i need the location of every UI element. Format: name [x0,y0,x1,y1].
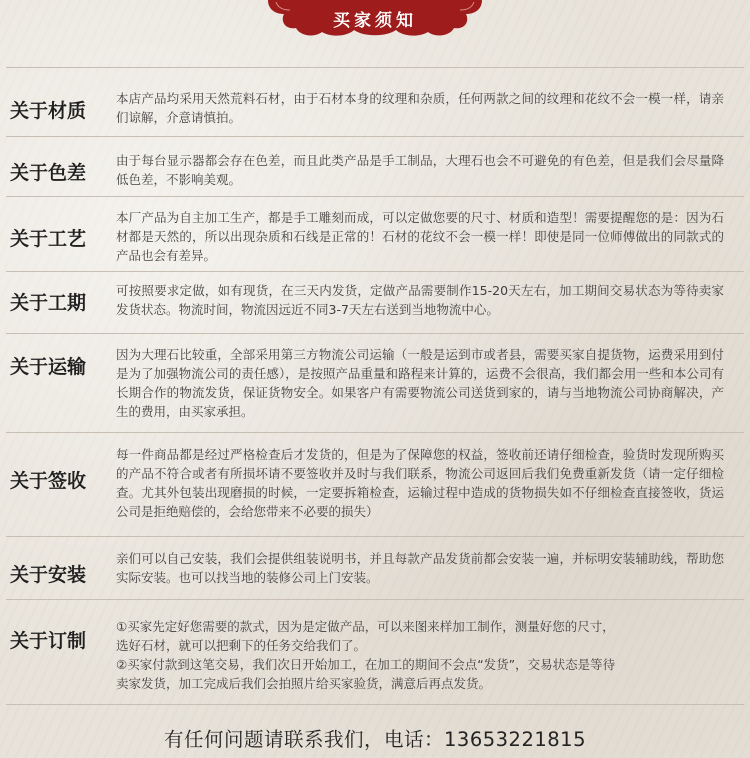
contact-phone-line: 有任何问题请联系我们，电话：13653221815 [164,728,586,751]
section-divider [6,136,744,137]
section-label-lead-time: 关于工期 [10,292,87,314]
section-divider [6,196,744,197]
section-label-signing: 关于签收 [10,470,87,492]
section-divider [6,67,744,68]
section-text-lead-time: 可按照要求定做，如有现货，在三天内发货，定做产品需要制作15-20天左右，加工期间交易状态为等待卖家发货状态。物流时间，物流因远近不同3-7天左右送到当地物流中心。 [116,283,724,317]
section-divider [6,432,744,433]
custom-order-line: 选好石材，就可以把剩下的任务交给我们了。 [116,638,367,653]
section-divider [6,704,744,705]
section-label-custom-order: 关于订制 [10,630,87,652]
section-text-craft: 本厂产品为自主加工生产，都是手工雕刻而成，可以定做您要的尺寸、材质和造型！需要提醒您的是：因为石材都是天然的，所以出现杂质和石线是正常的！石材的花纹不会一模一样！即使是同一位师傅做出的同款式的产品也会有差异。 [116,210,724,263]
section-divider [6,271,744,272]
section-text-color-difference: 由于每台显示器都会存在色差，而且此类产品是手工制品，大理石也会不可避免的有色差，但是我们会尽量降低色差，不影响美观。 [116,153,724,187]
section-label-color-difference: 关于色差 [10,162,87,184]
section-divider [6,599,744,600]
section-label-shipping: 关于运输 [10,356,87,378]
section-label-craft: 关于工艺 [10,228,87,250]
section-text-installation: 亲们可以自己安装，我们会提供组装说明书，并且每款产品发货前都会安装一遍，并标明安装辅助线，帮助您实际安装。也可以找当地的装修公司上门安装。 [116,551,724,585]
custom-order-line: ①买家先定好您需要的款式，因为是定做产品，可以来图来样加工制作，测量好您的尺寸， [116,619,615,634]
banner-title: 买家须知 [333,11,417,31]
section-divider [6,536,744,537]
section-text-shipping: 因为大理石比较重，全部采用第三方物流公司运输（一般是运到市或者县，需要买家自提货物，运费采用到付是为了加强物流公司的责任感），是按照产品重量和路程来计算的，运费不会很高，我们都会用一些和本公司有长期合作的物流发货，保证货物安全。如果客户有需要物流公司送货到家的，请与当地物流公司协商解决，产生的费用，由买家承担。 [116,347,724,419]
custom-order-line: 卖家发货，加工完成后我们会拍照片给买家验货，满意后再点发货。 [116,676,492,691]
custom-order-line: ②买家付款到这笔交易，我们次日开始加工，在加工的期间不会点“发货”，交易状态是等待 [116,657,616,672]
section-label-material: 关于材质 [10,100,87,122]
title-banner [268,0,482,38]
section-divider [6,333,744,334]
section-text-custom-order [116,617,724,693]
section-text-material: 本店产品均采用天然荒料石材，由于石材本身的纹理和杂质，任何两款之间的纹理和花纹不会一模一样，请亲们谅解，介意请慎拍。 [116,91,724,125]
section-label-installation: 关于安装 [10,564,87,586]
section-text-signing: 每一件商品都是经过严格检查后才发货的，但是为了保障您的权益，签收前还请仔细检查，验货时发现所购买的产品不符合或者有所损坏请不要签收并及时与我们联系，物流公司返回后我们免费重新发货（请一定仔细检查。尤其外包装出现磨损的时候，一定要拆箱检查，运输过程中造成的货物损失如不仔细检查直接签收，货运公司是拒绝赔偿的，会给您带来不必要的损失） [116,447,724,519]
